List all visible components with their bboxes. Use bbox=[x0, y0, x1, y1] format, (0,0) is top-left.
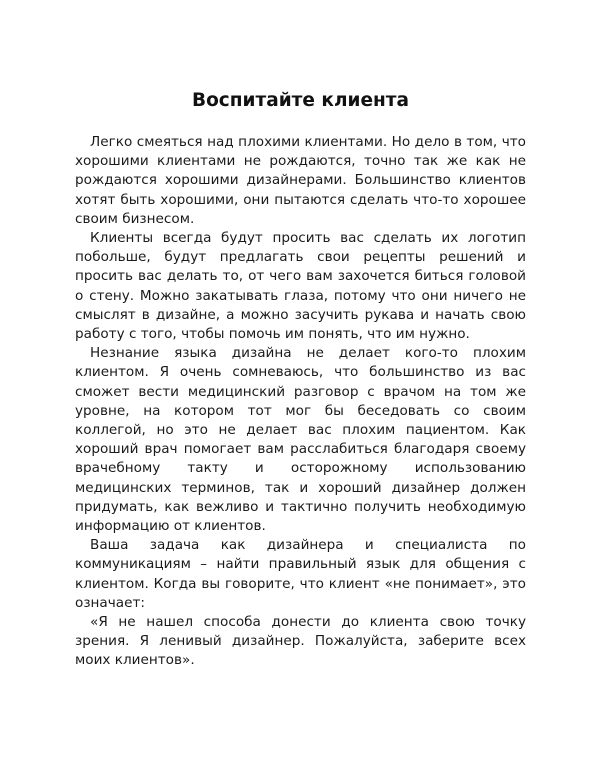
paragraph: Незнание языка дизайна не делает кого-то плохим клиентом. Я очень сомневаюсь, что большинство из вас сможет вести медицинский разговор с врачом на том же уровне, на котором тот мог бы беседовать со своим коллегой, но это не делает вас плохим пациентом. Как хороший врач помогает вам расслабиться благодаря своему врачебному такту и осторожному использованию медицинских терминов, так и хороший дизайнер должен придумать, как вежливо и тактично получить необходимую информацию от клиентов. bbox=[75, 345, 526, 535]
paragraph: Легко смеяться над плохими клиентами. Но дело в том, что хорошими клиентами не рождаются, точно так же как не рождаются хорошими дизайнерами. Большинство клиентов хотят быть хорошими, они пытаются сделать что-то хорошее своим бизнесом. bbox=[75, 134, 526, 227]
page-title: Воспитайте клиента bbox=[191, 90, 409, 111]
document-page bbox=[75, 88, 526, 671]
paragraph: Клиенты всегда будут просить вас сделать их логотип побольше, будут предлагать свои рецепты решений и просить вас делать то, от чего вам захочется биться головой о стену. Можно закатывать глаза, потому что они ничего не смыслят в дизайне, а можно засучить рукава и начать свою работу с того, чтобы помочь им понять, что им нужно. bbox=[75, 230, 526, 343]
paragraph: Ваша задача как дизайнера и специалиста по коммуникациям – найти правильный язык для общения с клиентом. Когда вы говорите, что клиент «не понимает», это означает: bbox=[75, 537, 526, 611]
quote-paragraph: «Я не нашел способа донести до клиента свою точку зрения. Я ленивый дизайнер. Пожалуйста, заберите всех моих клиентов». bbox=[75, 614, 526, 669]
